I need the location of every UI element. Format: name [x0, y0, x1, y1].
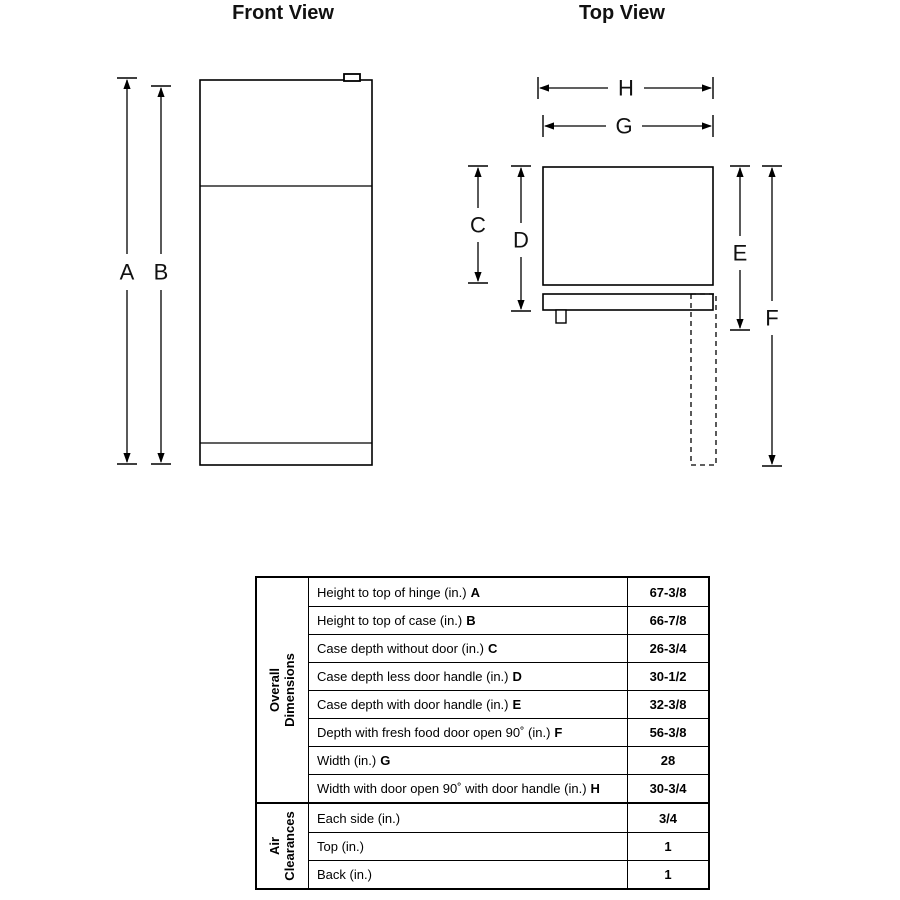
fridge-outline — [200, 80, 372, 465]
dim-e — [727, 166, 753, 330]
dim-h — [538, 73, 713, 103]
row-value: 3/4 — [658, 810, 678, 826]
row-letter: F — [554, 725, 563, 740]
group-label-line: Clearances — [281, 811, 297, 881]
group-label-line: Overall — [266, 667, 282, 713]
row-description — [309, 691, 628, 718]
group-label-line: Air — [266, 836, 282, 856]
dim-g — [543, 111, 713, 141]
row-description — [309, 607, 628, 634]
table-group-overall-dimensions — [257, 578, 708, 802]
group-label-line: Dimensions — [281, 653, 297, 727]
row-description — [309, 635, 628, 662]
row-value: 32-3/8 — [649, 697, 687, 712]
row-label: Width with door open 90˚ with door handle (in.) — [317, 781, 587, 796]
row-description — [309, 775, 628, 802]
door-handle-detail — [556, 310, 566, 323]
dim-c — [465, 166, 491, 283]
group-label-text — [268, 811, 298, 880]
row-value: 26-3/4 — [649, 641, 687, 656]
row-label: Case depth less door handle (in.) — [317, 669, 509, 684]
dim-h-label: H — [618, 75, 634, 101]
table-row — [309, 774, 708, 802]
row-letter: A — [470, 584, 480, 600]
row-letter: H — [590, 781, 600, 796]
row-label: Back (in.) — [317, 867, 372, 882]
row-value: 1 — [664, 839, 672, 854]
row-label: Width (in.) — [317, 753, 377, 768]
dim-b-label: B — [153, 259, 169, 285]
top-view — [465, 2, 785, 466]
row-description — [309, 578, 628, 606]
dim-f — [759, 166, 785, 466]
row-value: 1 — [664, 867, 672, 882]
table-row — [309, 606, 708, 634]
row-description — [309, 861, 628, 888]
row-letter: B — [466, 613, 476, 628]
dim-d-label: D — [513, 227, 529, 253]
row-value: 56-3/8 — [649, 725, 687, 740]
table-row — [309, 804, 708, 832]
row-label: Case depth without door (in.) — [317, 641, 484, 656]
row-letter: E — [512, 697, 522, 712]
table-row — [309, 746, 708, 774]
row-description — [309, 719, 628, 746]
dim-e-label: E — [732, 240, 748, 266]
row-description — [309, 833, 628, 860]
table-row — [309, 634, 708, 662]
table-group-air-clearances — [257, 802, 708, 888]
group-label-air-clearances — [257, 804, 309, 888]
row-value: 28 — [660, 753, 676, 768]
dim-b — [148, 86, 174, 464]
front-view-title: Front View — [232, 2, 334, 24]
group-label-text — [268, 653, 298, 727]
dimensions-table — [255, 576, 710, 890]
table-row — [309, 578, 708, 606]
row-description — [309, 747, 628, 774]
table-row — [309, 690, 708, 718]
row-description — [309, 663, 628, 690]
dim-c-label: C — [470, 212, 486, 238]
dim-f-label: F — [765, 305, 779, 331]
dim-a-label: A — [119, 259, 135, 285]
row-value: 67-3/8 — [649, 584, 687, 600]
row-label: Top (in.) — [317, 839, 364, 854]
table-row — [309, 662, 708, 690]
front-view — [114, 2, 372, 465]
row-label: Case depth with door handle (in.) — [317, 697, 509, 712]
door-outline — [543, 294, 713, 310]
row-letter: G — [380, 753, 391, 768]
table-row — [309, 718, 708, 746]
row-label: Each side (in.) — [317, 810, 401, 826]
top-view-title: Top View — [579, 2, 665, 24]
table-row — [309, 860, 708, 888]
group-rows — [309, 578, 708, 802]
dim-a — [114, 78, 140, 464]
row-description — [309, 804, 628, 832]
dim-g-label: G — [615, 113, 633, 139]
group-label-overall-dimensions — [257, 578, 309, 802]
row-label: Height to top of case (in.) — [317, 613, 463, 628]
row-label: Depth with fresh food door open 90˚ (in.) — [317, 725, 551, 740]
dim-d — [508, 166, 534, 311]
row-letter: D — [512, 669, 522, 684]
row-value: 30-1/2 — [649, 669, 687, 684]
case-top-outline — [543, 167, 713, 285]
hinge-detail — [344, 74, 360, 81]
row-letter: C — [487, 641, 498, 656]
row-value: 30-3/4 — [649, 781, 687, 796]
door-open-dashed-outline — [691, 294, 716, 465]
table-row — [309, 832, 708, 860]
group-rows — [309, 804, 708, 888]
row-value: 66-7/8 — [649, 613, 687, 628]
row-label: Height to top of hinge (in.) — [317, 584, 467, 600]
